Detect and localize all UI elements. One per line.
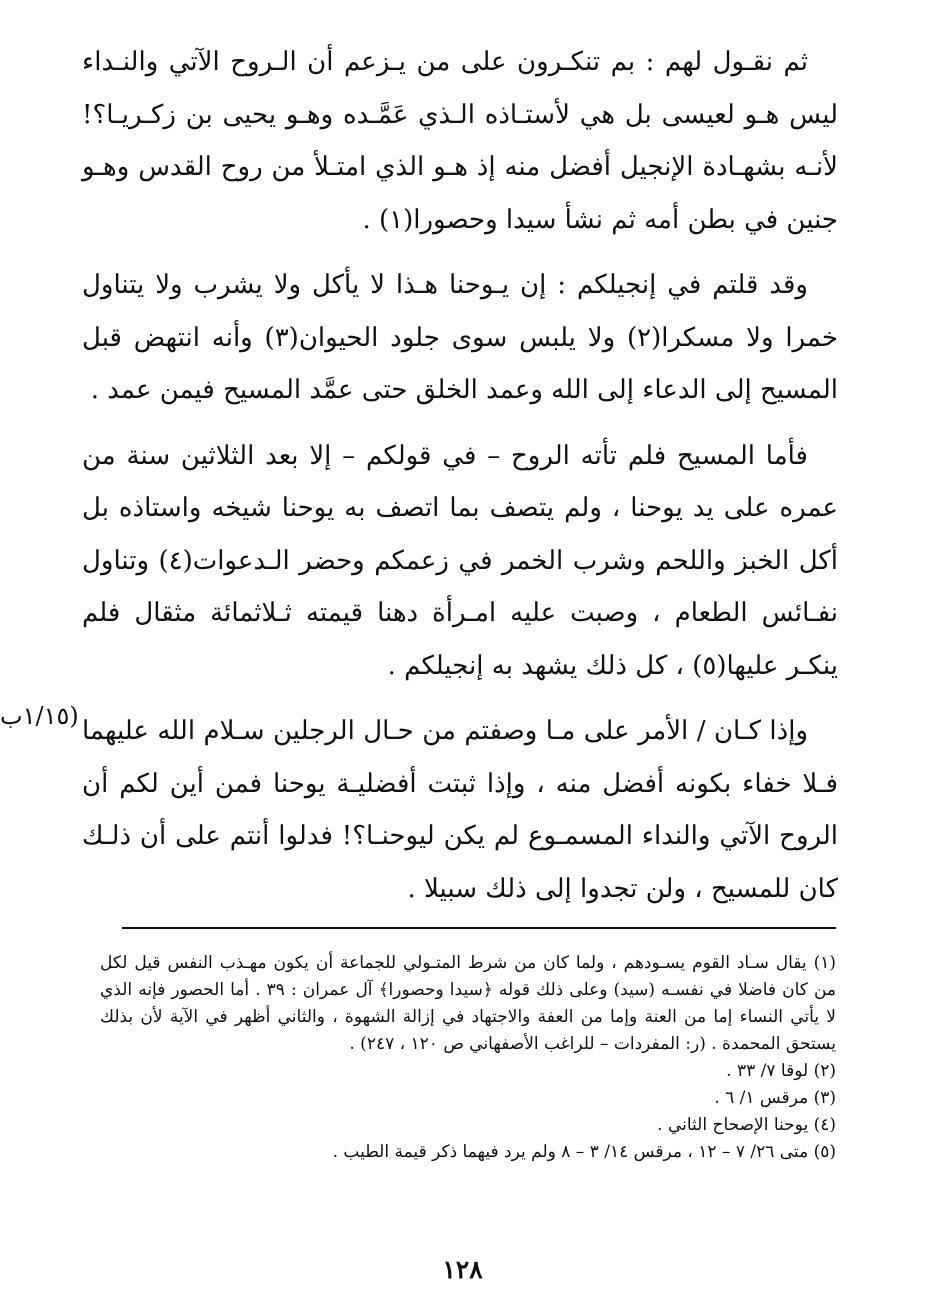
paragraph-3-text: فأما المسيح فلم تأته الروح – في قولكم – إلا بعد الثلاثين سنة من عمره على يد يوحنا ، ولم يتصف بما اتصف به يوحنا شيخه واستاذه بل أكل الخبز واللحم وشرب الخمر في زعمكم وحضر الـدعوات(٤) وتناول نفـائس الطعام ، وصبت عليه امـرأة دهنا قيمته ثـلاثمائة مثقال فلم ينكـر عليها(٥) ، كل ذلك يشهد به إنجيلكم . [82,440,838,681]
paragraph-4 [82,705,838,915]
paragraph-3 [82,430,838,693]
paragraph-1-text: ثم نقـول لهم : بم تنكـرون على من يـزعم أن الـروح الآتي والنـداء ليس هـو لعيسى بل هي لأستـاذه الـذي عَمَّـده وهـو يحيى بن زكـريـا؟! لأنـه بشهـادة الإنجيل أفضل منه إذ هـو الذي امتـلأ من روح القدس وهـو جنين في بطن أمه ثم نشأ سيدا وحصورا(١) . [82,47,838,235]
paragraph-2-text: وقد قلتم في إنجيلكم : إن يـوحنا هـذا لا يأكل ولا يشرب ولا يتناول خمرا ولا مسكرا(٢) ولا يلبس سوى جلود الحيوان(٣) وأنه انتهض قبل المسيح إلى الدعاء إلى الله وعمد الخلق حتى عمَّد المسيح فيمن عمد . [82,270,839,405]
footnote-3: (٣) مرقس ١/ ٦ . [714,1088,836,1108]
footnotes [100,950,836,1166]
footnote-1: (١) يقال سـاد القوم يسـودهم ، ولما كان من شرط المتـولي للجماعة أن يكون مهـذب النفس قيل لكل من كان فاضلا في نفسـه (سيد) وعلى ذلك قوله ﴿سيدا وحصورا﴾ آل عمران : ٣٩ . أما الحصور فإنه الذي لا يأتي النساء إما من العنة وإما من العفة والاجتهاد في إزالة الشهوة ، والثاني أظهر في الآية لأن بذلك يستحق المحمدة . (ر: المفردات – للراغب الأصفهاني ص ١٢٠ ، ٢٤٧) . [100,953,836,1054]
footnote-2: (٢) لوقا ٧/ ٣٣ . [726,1061,836,1081]
paragraph-2 [82,259,838,417]
paragraph-1 [82,36,838,246]
manuscript-folio-ref: (١/١٥ب [0,702,79,730]
page-number: ١٢٨ [442,1255,483,1284]
main-text [82,36,838,928]
footnote-4: (٤) يوحنا الإصحاح الثاني . [657,1115,836,1135]
footnote-divider [122,927,836,929]
footnote-5: (٥) متى ٢٦/ ٧ – ١٢ ، مرقس ١٤/ ٣ – ٨ ولم يرد فيهما ذكر قيمة الطيب . [332,1142,836,1162]
paragraph-4-text: وإذا كـان / الأمر على مـا وصفتم من حـال الرجلين سـلام الله عليهما فـلا خفاء بكونه أفضل منه ، وإذا ثبتت أفضليـة يوحنا فمن أين لكم أن الروح الآتي والنداء المسمـوع لم يكن ليوحنـا؟! فدلوا أنتم على أن ذلـك كان للمسيح ، ولن تجدوا إلى ذلك سبيلا . [82,716,838,904]
